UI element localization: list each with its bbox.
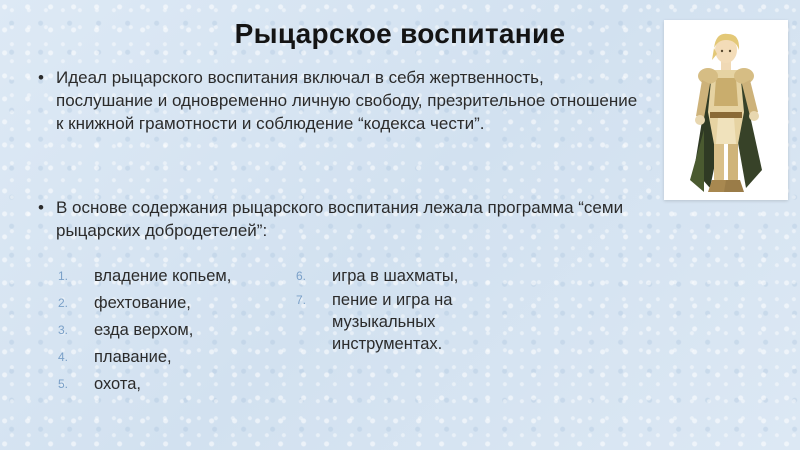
bullet-marker: • — [38, 198, 44, 217]
list-item — [58, 317, 288, 344]
list-item — [58, 263, 288, 290]
virtues-list-right — [296, 263, 496, 355]
bullet-marker: • — [38, 68, 44, 87]
list-item-text: игра в шахматы, — [332, 267, 459, 285]
list-item — [296, 263, 496, 287]
list-number: 2. — [58, 296, 69, 310]
slide-title: Рыцарское воспитание — [234, 18, 566, 49]
list-item-text: охота, — [94, 375, 142, 393]
knight-illustration — [664, 20, 788, 200]
bullet-text: Идеал рыцарского воспитания включал в себя жертвенность, послушание и одновременно личную свободу, презрительное отношение к книжной грамотности и соблюдение “кодекса чести”. — [56, 68, 638, 133]
list-number: 7. — [296, 293, 307, 307]
knight-figure-icon — [664, 20, 788, 200]
list-number: 4. — [58, 350, 69, 364]
list-item — [58, 344, 288, 371]
list-number: 3. — [58, 323, 69, 337]
bullet-ideal — [38, 66, 638, 135]
list-number: 1. — [58, 269, 69, 283]
list-item-text: владение копьем, — [94, 267, 232, 285]
list-item-text: пение и игра на музыкальных инструментах. — [332, 291, 453, 353]
list-item-text: фехтование, — [94, 294, 191, 312]
list-item — [58, 371, 288, 398]
list-item — [58, 290, 288, 317]
virtues-list-left — [58, 263, 288, 398]
bullet-text: В основе содержания рыцарского воспитания лежала программа “семи рыцарских добродетелей”: — [56, 198, 624, 240]
list-item-text: езда верхом, — [94, 321, 194, 339]
list-item-text: плавание, — [94, 348, 172, 366]
bullet-program — [38, 196, 638, 242]
list-item — [296, 287, 496, 355]
list-number: 6. — [296, 269, 307, 283]
list-number: 5. — [58, 377, 69, 391]
